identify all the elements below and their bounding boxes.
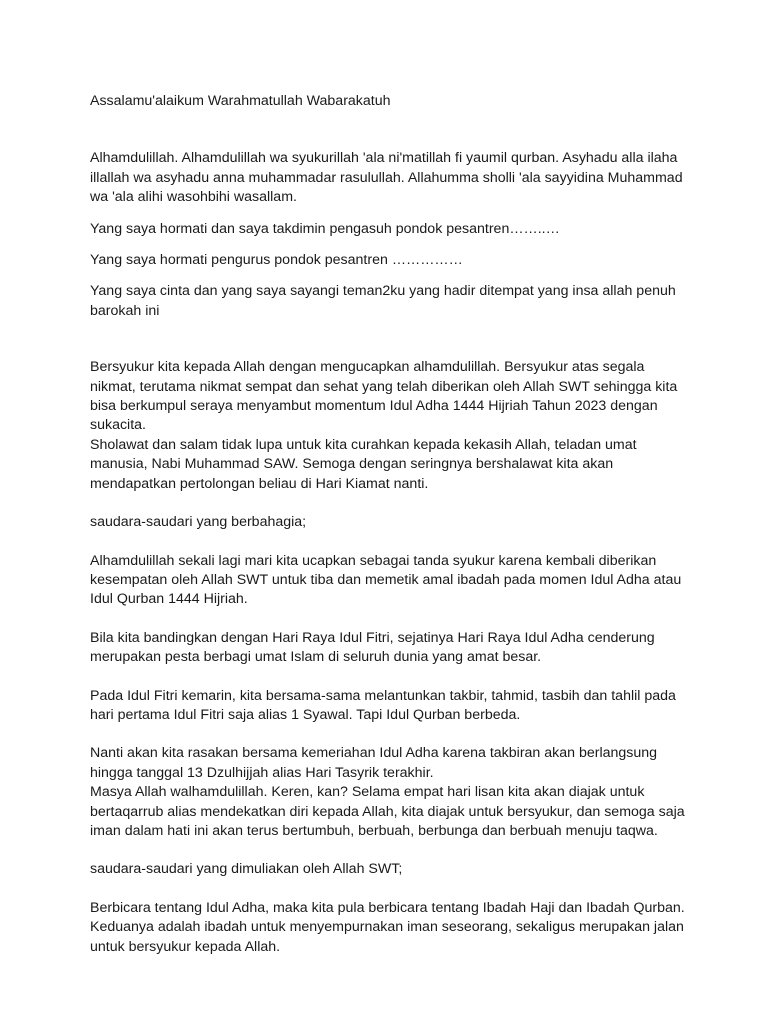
fitri-paragraph: Pada Idul Fitri kemarin, kita bersama-sama melantunkan takbir, tahmid, tasbih dan tahlil pada hari pertama Idul Fitri saja alias 1 Syawal. Tapi Idul Qurban berbeda. — [90, 687, 676, 723]
respect-line-3: Yang saya cinta dan yang saya sayangi teman2ku yang hadir ditempat yang insa allah penuh barokah ini — [90, 283, 676, 319]
gratitude-paragraph: Bersyukur kita kepada Allah dengan mengucapkan alhamdulillah. Bersyukur atas segala nikmat, terutama nikmat sempat dan sehat yang telah diberikan oleh Allah SWT sehingga kita bisa berkumpul seraya menyambut momentum Idul Adha 1444 Hijriah Tahun 2023 dengan sukacita. — [90, 359, 678, 434]
document-body — [90, 92, 690, 957]
greeting: Assalamu'alaikum Warahmatullah Wabarakatuh — [90, 93, 391, 109]
address-line-2: saudara-saudari yang dimuliakan oleh Allah SWT; — [90, 861, 403, 878]
hajj-paragraph: Berbicara tentang Idul Adha, maka kita pula berbicara tentang Ibadah Haji dan Ibadah Qurban. Keduanya adalah ibadah untuk menyempurnakan iman seseorang, sekaligus merupakan jalan untuk bersyukur kepada Allah. — [90, 899, 685, 955]
opening-paragraph: Alhamdulillah. Alhamdulillah wa syukurillah 'ala ni'matillah fi yaumil qurban. Asyhadu alla ilaha illallah wa asyhadu anna muhammadar rasulullah. Allahumma sholli 'ala sayyidina Muhammad wa 'ala alihi wasohbihi wasallam. — [90, 150, 683, 206]
respect-line-1: Yang saya hormati dan saya takdimin pengasuh pondok pesantren……..… — [90, 220, 560, 237]
compare-paragraph: Bila kita bandingkan dengan Hari Raya Idul Fitri, sejatinya Hari Raya Idul Adha cenderung merupakan pesta berbagi umat Islam di seluruh dunia yang amat besar. — [90, 629, 655, 666]
takbiran-paragraph: Nanti akan kita rasakan bersama kemeriahan Idul Adha karena takbiran akan berlangsung hingga tanggal 13 Dzulhijjah alias Hari Tasyrik terakhir. — [90, 745, 658, 781]
again-paragraph: Alhamdulillah sekali lagi mari kita ucapkan sebagai tanda syukur karena kembali diberikan kesempatan oleh Allah SWT untuk tiba dan memetik amal ibadah pada momen Idul Adha atau Idul Qurban 1444 Hijriah. — [90, 552, 682, 608]
address-line-1: saudara-saudari yang berbahagia; — [90, 514, 307, 531]
respect-line-2: Yang saya hormati pengurus pondok pesantren …………… — [90, 252, 463, 269]
masya-allah-paragraph: Masya Allah walhamdulillah. Keren, kan? Selama empat hari lisan kita akan diajak untuk bertaqarrub alias mendekatkan diri kepada Allah, kita diajak untuk bersyukur, dan semoga saja iman dalam hati ini akan terus bertumbuh, berbuah, berbunga dan berbuah menuju taqwa. — [90, 784, 685, 839]
sholawat-paragraph: Sholawat dan salam tidak lupa untuk kita curahkan kepada kekasih Allah, teladan umat manusia, Nabi Muhammad SAW. Semoga dengan seringnya bershalawat kita akan mendapatkan pertolongan beliau di Hari Kiamat nanti. — [90, 436, 637, 492]
